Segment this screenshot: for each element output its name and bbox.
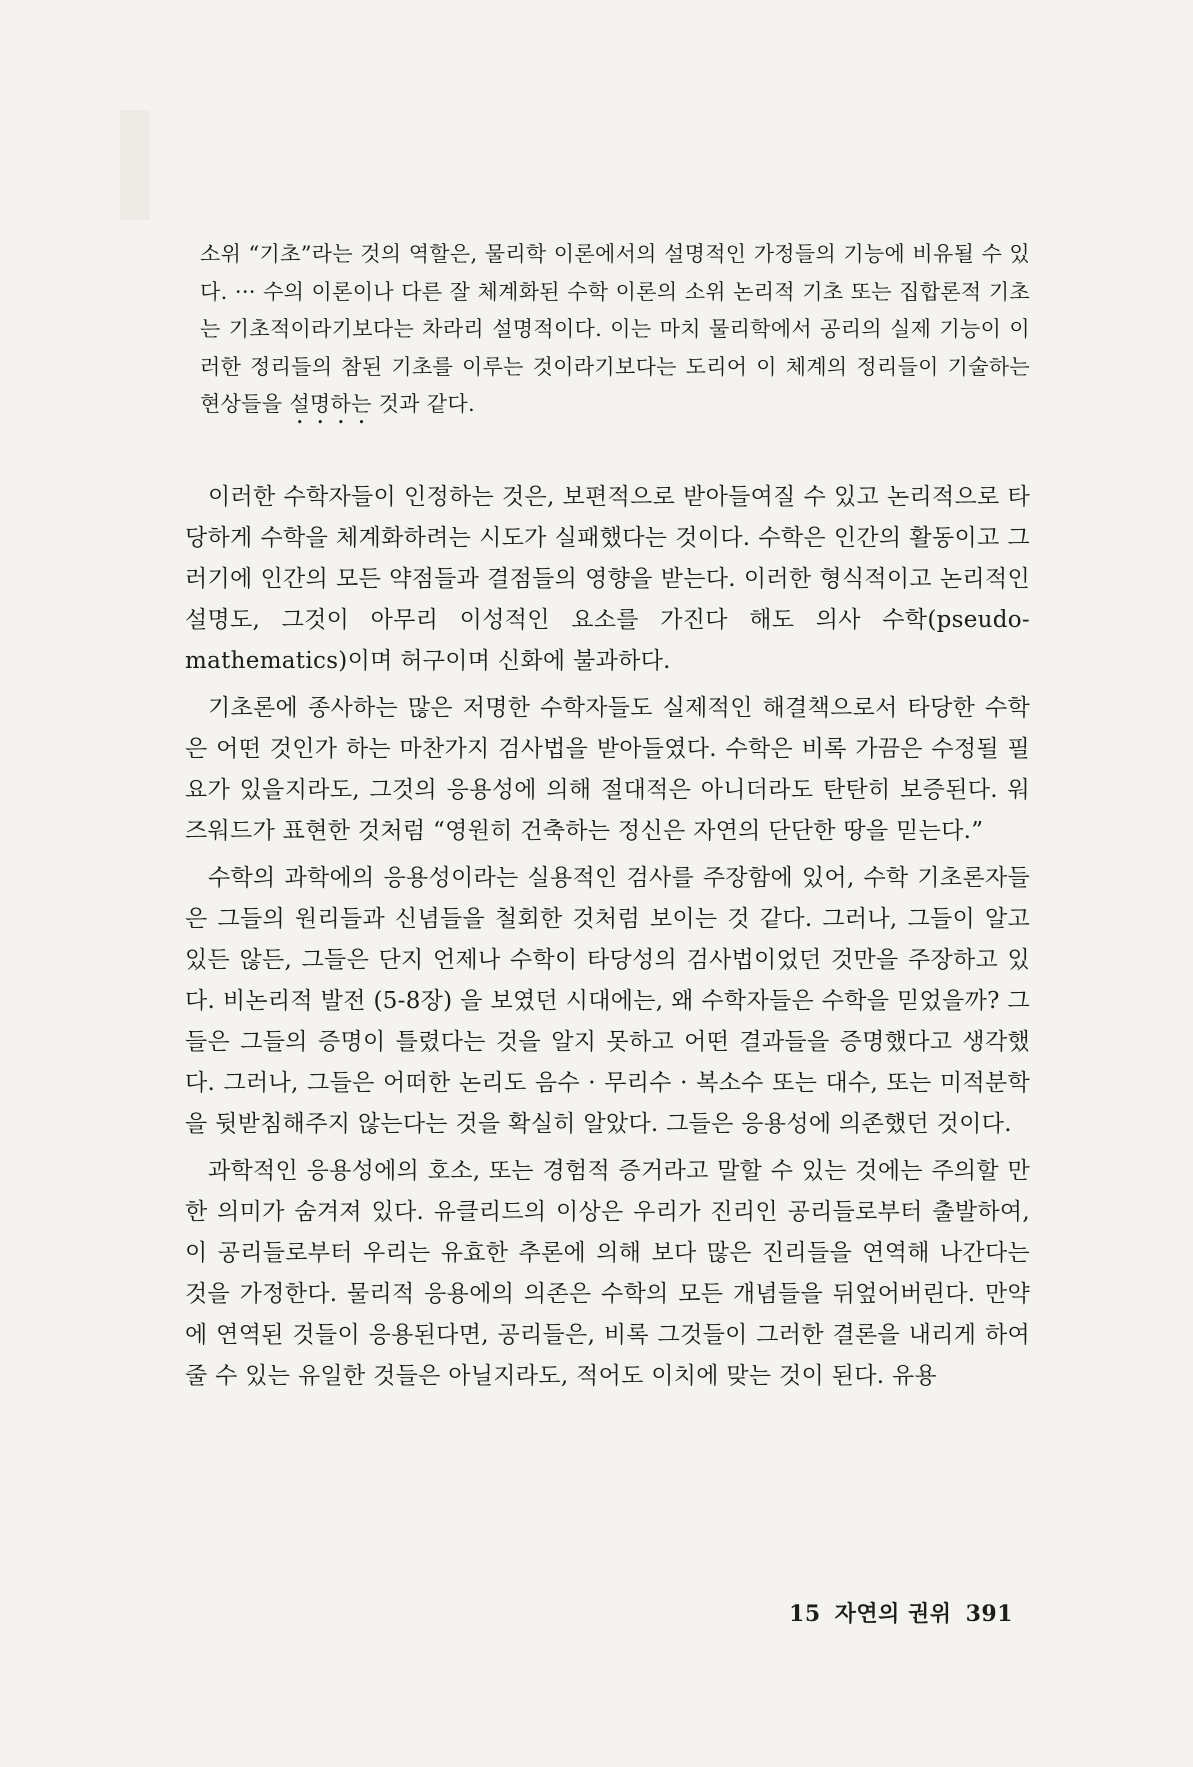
- quote-text-part2: 것과 같다.: [371, 392, 475, 416]
- quote-text-part1: 소위 “기초”라는 것의 역할은, 물리학 이론에서의 설명적인 가정들의 기능에 비유될 수 있다. ··· 수의 이론이나 다른 잘 체계화된 수학 이론의 소위 논리적 기초 또는 집합론적 기초는 기초적이라기보다는 차라리 설명적이다. 이는 마치 물리학에서 공리의 실제 기능이 이러한 정리들의 참된 기초를 이루는 것이라기보다는 도리어 이 체계의 정리들이 기술하는 현상들을: [200, 242, 1030, 416]
- quote-emphasis: 설명하는: [289, 392, 372, 416]
- chapter-title: 자연의 권위: [834, 1601, 952, 1627]
- page-number: 391: [965, 1601, 1013, 1627]
- paragraph-1: 이러한 수학자들이 인정하는 것은, 보편적으로 받아들여질 수 있고 논리적으로 타당하게 수학을 체계화하려는 시도가 실패했다는 것이다. 수학은 인간의 활동이고 그러기에 인간의 모든 약점들과 결점들의 영향을 받는다. 이러한 형식적이고 논리적인 설명도, 그것이 아무리 이성적인 요소를 가진다 해도 의사 수학(pseudo-mathematics)이며 허구이며 신화에 불과하다.: [185, 484, 1030, 674]
- paragraph-4: 과학적인 응용성에의 호소, 또는 경험적 증거라고 말할 수 있는 것에는 주의할 만한 의미가 숨겨져 있다. 유클리드의 이상은 우리가 진리인 공리들로부터 출발하여, 이 공리들로부터 우리는 유효한 추론에 의해 보다 많은 진리들을 연역해 나간다는 것을 가정한다. 물리적 응용에의 의존은 수학의 모든 개념들을 뒤엎어버린다. 만약에 연역된 것들이 응용된다면, 공리들은, 비록 그것들이 그러한 결론을 내리게 하여줄 수 있는 유일한 것들은 아닐지라도, 적어도 이치에 맞는 것이 된다. 유용: [185, 1158, 1030, 1389]
- body-text: [185, 477, 1030, 1403]
- paragraph-3: 수학의 과학에의 응용성이라는 실용적인 검사를 주장함에 있어, 수학 기초론자들은 그들의 원리들과 신념들을 철회한 것처럼 보이는 것 같다. 그러나, 그들이 알고 있든 않든, 그들은 단지 언제나 수학이 타당성의 검사법이었던 것만을 주장하고 있다. 비논리적 발전 (5-8장) 을 보였던 시대에는, 왜 수학자들은 수학을 믿었을까? 그들은 그들의 증명이 틀렸다는 것을 알지 못하고 어떤 결과들을 증명했다고 생각했다. 그러나, 그들은 어떠한 논리도 음수 · 무리수 · 복소수 또는 대수, 또는 미적분학을 뒷받침해주지 않는다는 것을 확실히 알았다. 그들은 응용성에 의존했던 것이다.: [185, 865, 1030, 1137]
- paragraph-2: 기초론에 종사하는 많은 저명한 수학자들도 실제적인 해결책으로서 타당한 수학은 어떤 것인가 하는 마찬가지 검사법을 받아들였다. 수학은 비록 가끔은 수정될 필요가 있을지라도, 그것의 응용성에 의해 절대적은 아니더라도 탄탄히 보증된다. 워즈워드가 표현한 것처럼 “영원히 건축하는 정신은 자연의 단단한 땅을 믿는다.”: [185, 695, 1030, 844]
- page-edge-shadow: [120, 110, 150, 220]
- running-footer: [789, 1597, 1013, 1628]
- block-quote: [200, 236, 1030, 429]
- chapter-number: 15: [789, 1601, 821, 1627]
